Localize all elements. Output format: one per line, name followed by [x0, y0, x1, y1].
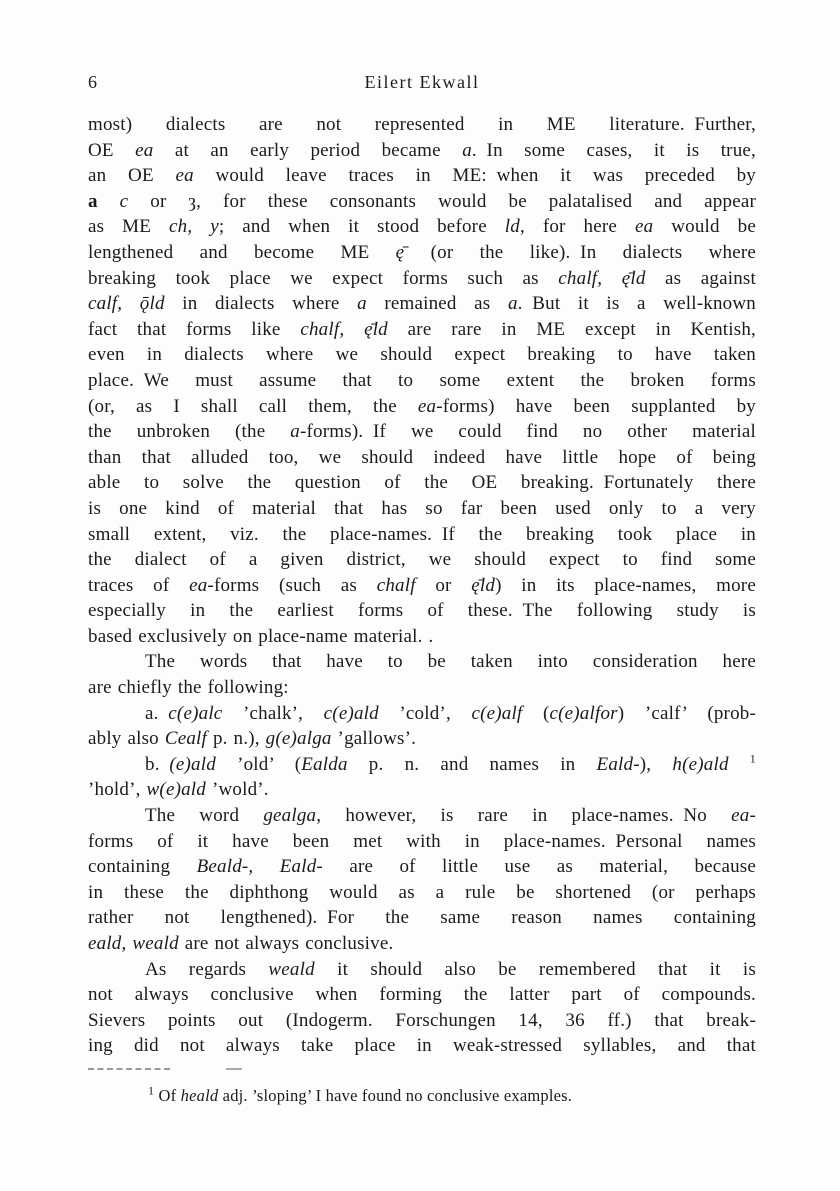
text-segment: ’chalk’, — [222, 702, 324, 724]
text-segment: able to solve the question of the OE breaking. Fortunately there — [88, 472, 756, 494]
text-line — [88, 189, 756, 215]
text-segment: would leave traces in ME: when it was preceded by — [193, 165, 756, 187]
text-segment: or ȝ, for these consonants would be palatalised and appear — [128, 190, 756, 212]
text-segment: ing did not always take place in weak-stressed syllables, and that — [88, 1035, 756, 1057]
text-segment: even in dialects where we should expect breaking to have taken — [88, 344, 756, 366]
text-segment: breaking took place we expect forms such as — [88, 267, 559, 289]
text-segment: based exclusively on place-name material. . — [88, 625, 434, 647]
text-segment: ’old’ ( — [215, 753, 302, 775]
text-line — [88, 163, 756, 189]
text-segment: The words that have to be taken into consideration here — [145, 651, 756, 673]
text-line — [88, 675, 756, 701]
text-segment: ; and when it stood before — [218, 216, 505, 238]
text-line — [88, 419, 756, 445]
text-segment: are chiefly the following: — [88, 677, 289, 699]
text-segment: a — [462, 139, 472, 161]
text-segment: at an early period became — [153, 139, 463, 161]
text-segment: ea — [175, 165, 194, 187]
text-line — [88, 291, 756, 317]
text-segment: adj. ’sloping’ I have found no conclusive examples. — [218, 1086, 573, 1105]
text-segment: ’cold’, — [378, 702, 472, 724]
text-segment: ’hold’, — [88, 779, 147, 801]
text-line — [88, 214, 756, 240]
text-segment: ea — [417, 395, 437, 417]
text-segment: The word — [145, 805, 264, 827]
text-segment: small extent, viz. the place-names. If the breaking took place in — [88, 523, 756, 545]
text-segment: 1 — [749, 751, 756, 766]
text-segment: ea — [634, 216, 654, 238]
page-header — [88, 72, 756, 96]
text-segment: ably also — [88, 728, 165, 750]
text-segment: a — [88, 190, 98, 212]
text-segment: As regards — [145, 958, 269, 980]
text-segment: place. We must assume that to some extent the broken forms — [88, 369, 756, 391]
text-line — [88, 394, 756, 420]
text-segment: are of little use as material, because — [322, 856, 757, 878]
text-segment: weald — [268, 958, 315, 980]
text-line — [88, 317, 756, 343]
text-segment: h(e)ald — [672, 753, 729, 775]
text-line — [88, 931, 756, 957]
text-segment: eald, weald — [88, 933, 179, 954]
text-segment: c(e)alc — [168, 702, 223, 724]
text-segment: chalf, ę̄ld — [300, 318, 388, 340]
text-segment — [98, 191, 120, 212]
text-segment: not always conclusive when forming the latter part of compounds. — [88, 984, 756, 1006]
text-segment: ea — [731, 805, 750, 827]
text-line — [88, 368, 756, 394]
text-segment: forms of it have been met with in place-names. Personal names — [88, 830, 756, 852]
text-line — [88, 1033, 756, 1059]
text-segment: p. n.), — [207, 728, 266, 750]
text-line — [88, 573, 756, 599]
text-line — [88, 445, 756, 471]
text-segment: Beald-, Eald- — [196, 856, 323, 878]
text-segment: p. n. and names in — [347, 753, 597, 775]
text-segment: ), — [639, 753, 673, 775]
text-segment: a — [357, 293, 367, 315]
text-segment: an OE — [88, 165, 176, 187]
text-line — [88, 982, 756, 1008]
text-segment: rather not lengthened). For the same reason names containing — [88, 907, 756, 929]
text-segment: Eald- — [596, 753, 640, 775]
text-segment: ’wold’. — [206, 779, 269, 801]
text-line — [88, 726, 756, 752]
text-segment: ) ’calf’ (prob- — [617, 702, 756, 724]
footnote-rule-dashes — [88, 1068, 170, 1070]
text-segment: it should also be remembered that it is — [314, 958, 756, 980]
text-segment: (e)ald — [169, 753, 216, 775]
text-segment: c — [119, 190, 129, 212]
text-line — [88, 957, 756, 983]
text-segment: ) in its place-names, more — [495, 574, 756, 596]
text-line — [88, 701, 756, 727]
text-segment: fact that forms like — [88, 318, 301, 340]
text-segment: are rare in ME except in Kentish, — [387, 318, 757, 340]
text-line — [88, 342, 756, 368]
text-segment: (or, as I shall call them, the — [88, 395, 418, 417]
text-line — [88, 496, 756, 522]
text-segment: (or the like). In dialects where — [404, 241, 756, 263]
text-segment: lengthened and become ME — [88, 241, 396, 263]
text-segment: ch, y — [169, 216, 219, 238]
text-line — [88, 547, 756, 573]
text-segment: as ME — [88, 216, 169, 238]
text-line — [88, 829, 756, 855]
text-segment: a. — [145, 702, 169, 724]
text-segment: ę̄ld — [471, 574, 496, 596]
text-segment: heald — [180, 1086, 219, 1105]
text-segment: c(e)alf — [471, 702, 523, 724]
text-line — [88, 138, 756, 164]
running-head: Eilert Ekwall — [364, 72, 480, 92]
text-line — [88, 880, 756, 906]
text-segment: remained as — [366, 293, 508, 315]
text-segment — [729, 754, 750, 775]
text-segment: traces of — [88, 574, 190, 596]
text-segment: ea — [135, 139, 154, 161]
text-segment: 1 — [148, 1083, 155, 1098]
text-segment: most) dialects are not represented in ME literature. Further, — [88, 114, 756, 135]
text-segment: c(e)ald — [323, 702, 379, 724]
text-segment: in dialects where — [164, 293, 358, 315]
text-line — [88, 266, 756, 292]
body-text — [88, 112, 756, 1059]
text-segment: Cealf — [164, 728, 207, 750]
text-segment: than that alluded too, we should indeed have little hope of being — [88, 446, 756, 468]
text-segment: a — [290, 421, 300, 443]
text-segment: w(e)ald — [146, 779, 206, 801]
text-segment: a — [507, 293, 518, 315]
text-line — [88, 905, 756, 931]
text-segment: . In some cases, it is true, — [471, 139, 756, 161]
text-line — [88, 803, 756, 829]
footnote — [148, 1085, 756, 1107]
text-line — [88, 854, 756, 880]
text-line — [88, 1008, 756, 1034]
text-segment: in these the diphthong would as a rule be shortened (or perhaps — [88, 881, 756, 903]
text-segment: -forms) have been supplanted by — [436, 395, 756, 417]
text-segment: gealga — [263, 805, 317, 827]
text-segment: would be — [653, 216, 756, 238]
text-segment: as against — [645, 267, 756, 289]
text-segment: is one kind of material that has so far been used only to a very — [88, 497, 756, 519]
text-segment: Of — [154, 1086, 181, 1105]
text-line — [88, 522, 756, 548]
text-segment: -forms (such as — [207, 574, 377, 596]
text-segment: Sievers points out (Indogerm. Forschungen 14, 36 ff.) that break- — [88, 1009, 756, 1031]
text-segment: ( — [522, 702, 550, 724]
text-segment: , however, is rare in place-names. No — [316, 805, 732, 827]
text-line — [88, 649, 756, 675]
text-line — [88, 598, 756, 624]
text-segment: chalf, ę̄ld — [558, 267, 646, 289]
text-segment: or — [415, 574, 472, 596]
text-line — [88, 240, 756, 266]
text-line — [88, 112, 756, 138]
text-line — [88, 470, 756, 496]
text-segment: ld — [504, 216, 520, 238]
text-segment: -forms). If we could find no other material — [299, 421, 756, 443]
text-segment: containing — [88, 856, 197, 878]
text-line — [88, 752, 756, 778]
text-segment: ę̄ — [395, 241, 405, 263]
text-segment: c(e)alfor — [549, 702, 618, 724]
text-segment: especially in the earliest forms of these. The following study is — [88, 600, 756, 622]
text-segment: - — [749, 805, 756, 827]
text-line — [88, 777, 756, 803]
text-segment: g(e)alga — [265, 728, 332, 750]
text-segment: the unbroken (the — [88, 421, 291, 443]
text-segment: ’gallows’. — [331, 728, 417, 750]
text-segment: are not always conclusive. — [178, 933, 394, 954]
footnote-separator — [88, 1068, 288, 1071]
text-segment: OE — [88, 139, 136, 161]
text-segment: Ealda — [301, 753, 348, 775]
text-segment: calf, ǭld — [88, 293, 165, 315]
text-segment: the dialect of a given district, we should expect to find some — [88, 549, 756, 571]
text-segment: . But it is a well-known — [517, 293, 756, 315]
text-segment: chalf — [376, 574, 416, 596]
text-segment: ea — [189, 574, 208, 596]
text-line — [88, 624, 756, 650]
footnote-rule-dash — [226, 1068, 242, 1070]
text-segment: b. — [145, 753, 170, 775]
page-number: 6 — [88, 72, 97, 92]
text-segment: , for here — [519, 216, 635, 238]
